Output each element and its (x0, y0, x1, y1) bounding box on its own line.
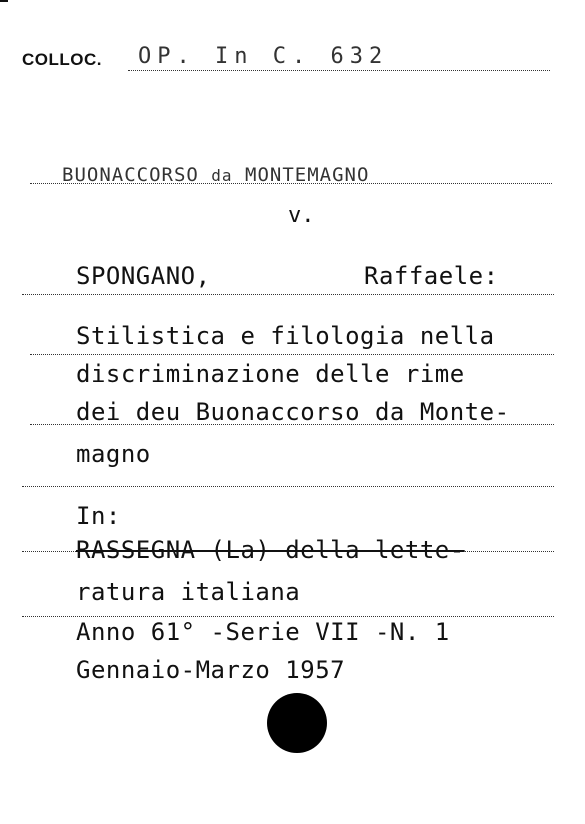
issue-line: Anno 61° -Serie VII -N. 1 (76, 618, 450, 646)
journal-line-1: RASSEGNA (La) della lette- (76, 536, 465, 564)
colloc-value: OP. In C. 632 (138, 44, 389, 69)
title-line-1: Stilistica e filologia nella (76, 322, 495, 350)
entry-author-given: Raffaele: (364, 262, 499, 290)
in-label: In: (76, 502, 121, 530)
title-dotted-rule-2 (30, 424, 554, 425)
colloc-dotted-rule (128, 70, 550, 71)
colloc-label: COLLOC. (22, 50, 102, 69)
date-line: Gennaio-Marzo 1957 (76, 656, 346, 684)
heading-author-particle: da (211, 166, 233, 185)
journal-dotted-rule-2 (22, 616, 554, 617)
title-line-2: discriminazione delle rime (76, 360, 465, 388)
title-line-4: magno (76, 440, 151, 468)
punch-hole (267, 693, 327, 753)
heading-author-name: BUONACCORSO (62, 164, 199, 186)
versus-mark: v. (288, 203, 315, 228)
heading-dotted-rule (30, 183, 552, 184)
heading-author-place: MONTEMAGNO (245, 164, 370, 186)
journal-line-2: ratura italiana (76, 578, 301, 606)
author-dotted-rule (22, 294, 554, 295)
title-dotted-rule-1 (30, 354, 554, 355)
entry-author-surname: SPONGANO, (76, 262, 211, 290)
title-line-3: dei deu Buonaccorso da Monte- (76, 398, 510, 426)
corner-mark (0, 0, 8, 2)
title-dotted-rule-3 (22, 486, 554, 487)
